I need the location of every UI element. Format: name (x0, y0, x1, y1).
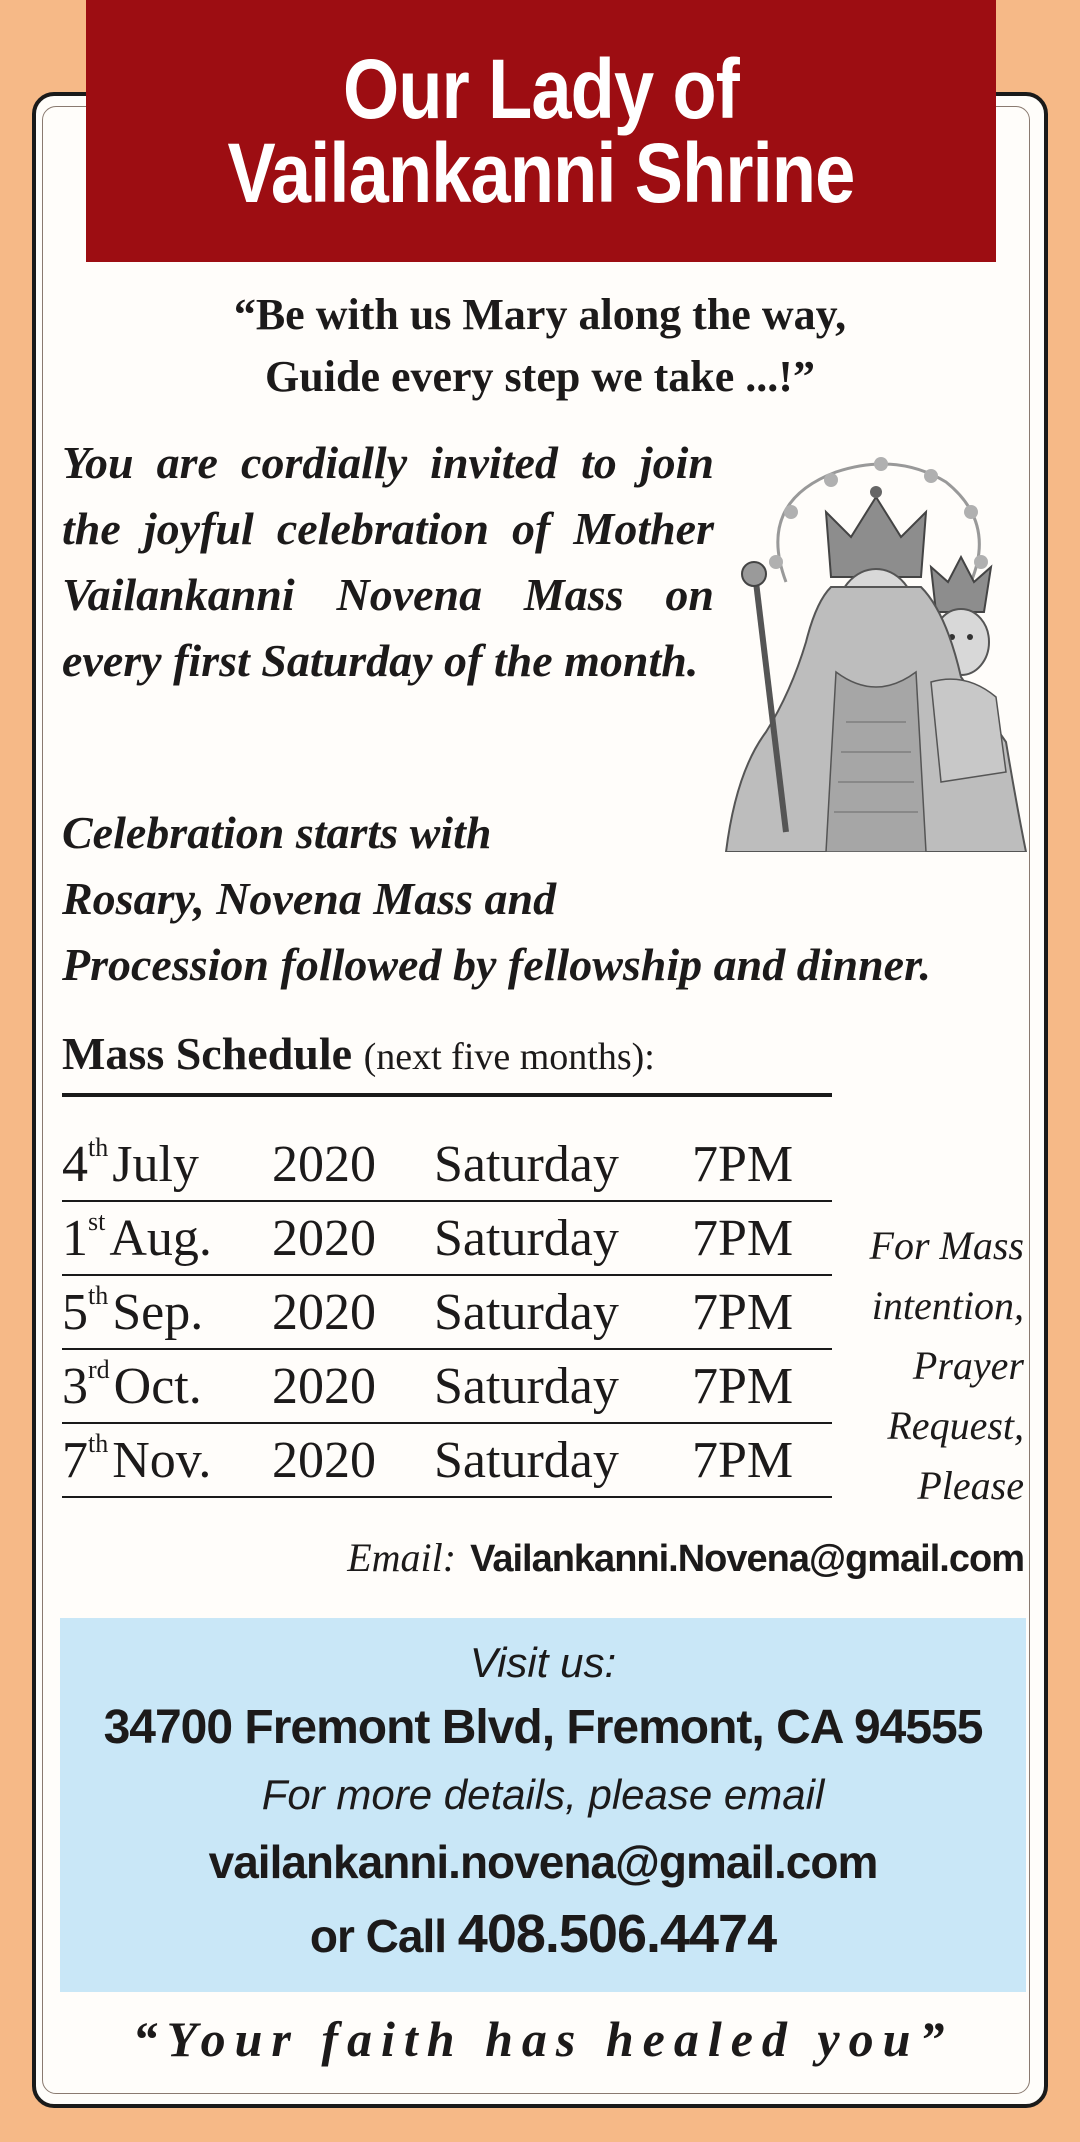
email-label: Email: (347, 1535, 457, 1580)
table-row (62, 1276, 832, 1350)
schedule-weekday: Saturday (434, 1283, 619, 1341)
visit-label: Visit us: (469, 1639, 617, 1686)
table-row (62, 1350, 832, 1424)
schedule-date: 1stAug. (62, 1207, 212, 1267)
schedule-year: 2020 (272, 1283, 376, 1341)
note-line: For Mass (869, 1223, 1024, 1268)
invitation-text: You are cordially invited to join the joyful celebration of Mother Vailankanni Novena Mass on every first Saturday of the month. (62, 437, 714, 686)
schedule-weekday: Saturday (434, 1135, 619, 1193)
call-prefix: or Call (309, 1910, 447, 1962)
title-line-2: Vailankanni Shrine (227, 126, 855, 220)
note-line: Request, (887, 1403, 1024, 1448)
schedule-time: 7PM (692, 1431, 794, 1489)
details-text: For more details, please email (261, 1771, 825, 1818)
note-line: Prayer (912, 1343, 1024, 1388)
schedule-date: 7thNov. (62, 1429, 212, 1489)
call-line (60, 1898, 1026, 1972)
schedule-year: 2020 (272, 1135, 376, 1193)
schedule-date: 4thJuly (62, 1133, 199, 1193)
quote-line-2: Guide every step we take ...!” (265, 352, 815, 401)
schedule-time: 7PM (692, 1135, 794, 1193)
address: 34700 Fremont Blvd, Fremont, CA 94555 (103, 1701, 983, 1754)
schedule-year: 2020 (272, 1209, 376, 1267)
schedule-heading (62, 1024, 832, 1097)
celebration-line-2: Rosary, Novena Mass and (62, 873, 557, 924)
visit-box (60, 1618, 1026, 1992)
schedule-date: 3rdOct. (62, 1355, 202, 1415)
schedule-time: 7PM (692, 1283, 794, 1341)
prayer-quote (60, 284, 1020, 408)
mass-intention-note (830, 1216, 1024, 1516)
email-link[interactable]: Vailankanni.Novena@gmail.com (470, 1538, 1024, 1580)
schedule-year: 2020 (272, 1357, 376, 1415)
celebration-text (62, 800, 1062, 998)
celebration-line-1: Celebration starts with (62, 807, 492, 858)
note-line: intention, (871, 1283, 1024, 1328)
schedule-date: 5thSep. (62, 1281, 204, 1341)
schedule-weekday: Saturday (434, 1209, 619, 1267)
schedule-weekday: Saturday (434, 1431, 619, 1489)
quote-line-1: “Be with us Mary along the way, (233, 290, 847, 339)
schedule-title: Mass Schedule (62, 1028, 353, 1079)
title-line-1: Our Lady of (343, 42, 739, 136)
phone-link[interactable]: 408.506.4474 (457, 1904, 777, 1964)
table-row (62, 1424, 832, 1498)
table-row (62, 1128, 832, 1202)
table-row (62, 1202, 832, 1276)
page-title (86, 0, 996, 262)
statue-icon (716, 442, 1038, 852)
closing-quote: “Your faith has healed you” (132, 2011, 954, 2067)
schedule-time: 7PM (692, 1357, 794, 1415)
schedule-time: 7PM (692, 1209, 794, 1267)
schedule-weekday: Saturday (434, 1357, 619, 1415)
note-line: Please (917, 1463, 1024, 1508)
schedule-table (62, 1128, 832, 1498)
contact-email (60, 1534, 1024, 1581)
visit-email-link[interactable]: vailankanni.novena@gmail.com (208, 1836, 878, 1888)
celebration-line-3: Procession followed by fellowship and dinner. (62, 939, 931, 990)
schedule-subtitle: (next five months): (363, 1036, 655, 1078)
schedule-year: 2020 (272, 1431, 376, 1489)
